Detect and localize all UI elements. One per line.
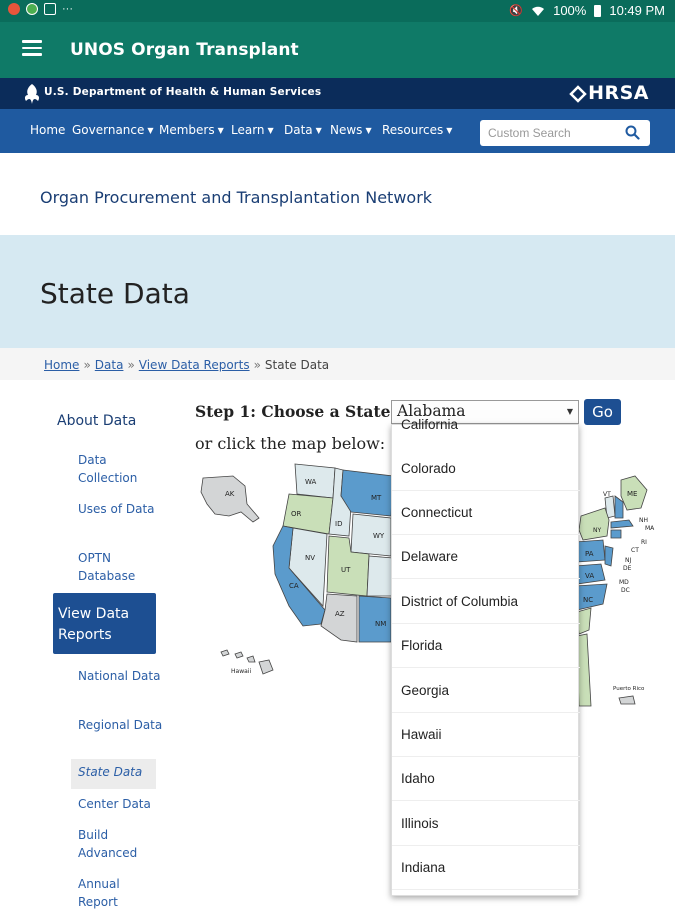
breadcrumb-view-data-reports[interactable]: View Data Reports: [138, 358, 250, 372]
breadcrumb-home[interactable]: Home: [44, 358, 80, 372]
nav-news-label: News: [330, 123, 363, 137]
sidebar-item-annual-report[interactable]: Annual Report: [78, 877, 120, 909]
dropdown-item-california[interactable]: California: [401, 417, 459, 432]
map-label-id: ID: [335, 520, 343, 528]
hrsa-mark-icon: [570, 86, 586, 102]
map-state-mt[interactable]: [341, 470, 393, 516]
state-dropdown-list: [391, 417, 579, 896]
wifi-icon: [531, 5, 545, 17]
sidebar-item-build-advanced[interactable]: Build Advanced: [78, 828, 138, 860]
app-bar: [0, 22, 675, 78]
breadcrumb-separator: »: [253, 358, 261, 372]
map-label-nh: NH: [639, 517, 648, 524]
more-notifications-indicator: ···: [62, 3, 73, 15]
map-label-md: MD: [619, 579, 629, 586]
clock: 10:49 PM: [609, 3, 665, 18]
map-state-az[interactable]: [321, 594, 357, 642]
chevron-down-icon: ▼: [315, 126, 322, 135]
map-label-wy: WY: [373, 532, 385, 540]
chevron-down-icon: ▼: [566, 407, 573, 416]
status-bar-notifications: [8, 3, 73, 15]
map-label-ak: AK: [225, 490, 235, 498]
hrsa-logo-text: HRSA: [588, 82, 649, 104]
sidebar-item-regional-data[interactable]: Regional Data: [78, 718, 163, 732]
sidebar-item-national-data[interactable]: National Data: [78, 669, 161, 683]
hrsa-logo[interactable]: [570, 82, 649, 104]
nav-home-label: Home: [30, 123, 66, 137]
map-label-nc: NC: [583, 596, 594, 604]
page-title: State Data: [40, 277, 190, 310]
battery-icon: [594, 5, 601, 17]
chevron-down-icon: ▼: [267, 126, 274, 135]
nav-members-label: Members: [159, 123, 215, 137]
breadcrumb-data[interactable]: Data: [94, 358, 124, 372]
dropdown-item-illinois[interactable]: Illinois: [392, 802, 580, 846]
nav-learn[interactable]: [231, 123, 274, 137]
breadcrumb-separator: »: [127, 358, 135, 372]
status-bar-system: [509, 3, 665, 18]
dropdown-item-hawaii[interactable]: Hawaii: [392, 713, 580, 757]
mute-icon: 🔇: [509, 5, 524, 17]
map-state-co[interactable]: [367, 556, 393, 596]
search-icon[interactable]: [625, 125, 640, 140]
map-label-nv: NV: [305, 554, 316, 562]
dropdown-item-georgia[interactable]: Georgia: [392, 669, 580, 713]
nav-home[interactable]: [30, 123, 65, 137]
map-state-ny[interactable]: [579, 508, 609, 540]
map-label-nm: NM: [375, 620, 387, 628]
nav-news[interactable]: [330, 123, 372, 137]
map-label-mt: MT: [371, 494, 382, 502]
dropdown-item-delaware[interactable]: Delaware: [392, 535, 580, 579]
map-label-dc: DC: [621, 587, 630, 594]
map-label-hawaii: Hawaii: [231, 668, 252, 675]
dropdown-item-indiana[interactable]: Indiana: [392, 846, 580, 890]
nav-data-label: Data: [284, 123, 313, 137]
sidebar-item-uses-of-data[interactable]: Uses of Data: [78, 502, 155, 516]
dropdown-item-idaho[interactable]: Idaho: [392, 757, 580, 801]
nav-members[interactable]: [159, 123, 224, 137]
map-state-nh[interactable]: [615, 496, 623, 518]
map-label-wa: WA: [305, 478, 317, 486]
sidebar-item-center-data[interactable]: Center Data: [78, 797, 151, 811]
map-state-ak[interactable]: [201, 476, 259, 522]
hamburger-menu-icon[interactable]: [22, 40, 42, 56]
chevron-down-icon: ▼: [217, 126, 224, 135]
map-state-ma[interactable]: [611, 520, 633, 528]
search-box: [480, 120, 650, 146]
app-title: UNOS Organ Transplant: [70, 40, 299, 60]
hhs-department-link[interactable]: U.S. Department of Health & Human Services: [44, 86, 322, 98]
nav-learn-label: Learn: [231, 123, 265, 137]
dropdown-item-connecticut[interactable]: Connecticut: [392, 491, 580, 535]
map-label-puerto-rico: Puerto Rico: [613, 686, 645, 692]
battery-level: 100%: [553, 3, 587, 18]
map-state-nj[interactable]: [605, 546, 613, 566]
map-label-ut: UT: [341, 566, 351, 574]
breadcrumb-separator: »: [83, 358, 91, 372]
dropdown-item-florida[interactable]: Florida: [392, 624, 580, 668]
nav-resources-label: Resources: [382, 123, 444, 137]
sidebar-item-data-collection[interactable]: Data Collection: [78, 453, 138, 485]
dropdown-item-district-of-columbia[interactable]: District of Columbia: [392, 580, 580, 624]
map-label-ri: RI: [641, 539, 647, 546]
map-label-nj: NJ: [625, 557, 632, 564]
map-label-ny: NY: [593, 527, 602, 534]
map-state-nm[interactable]: [359, 596, 391, 642]
map-label-vt: VT: [603, 491, 611, 498]
map-state-wy[interactable]: [351, 514, 391, 556]
sidebar-heading[interactable]: About Data: [57, 413, 137, 429]
nav-data[interactable]: [284, 123, 322, 137]
map-state-pr[interactable]: [619, 696, 635, 704]
hhs-banner: [0, 78, 675, 109]
hhs-eagle-icon: [22, 83, 42, 105]
sidebar-item-view-data-reports[interactable]: View Data Reports: [53, 593, 156, 654]
map-label-az: AZ: [335, 610, 345, 618]
chevron-down-icon: ▼: [446, 126, 453, 135]
sidebar-item-state-data[interactable]: State Data: [71, 759, 156, 789]
image-notification-icon: [44, 3, 56, 15]
chevron-down-icon: ▼: [147, 126, 154, 135]
dropdown-item-colorado[interactable]: Colorado: [392, 447, 580, 491]
map-label-ma: MA: [645, 525, 655, 532]
map-label-me: ME: [627, 490, 638, 498]
nav-governance[interactable]: [72, 123, 154, 137]
main-nav: [0, 109, 675, 153]
map-label-pa: PA: [585, 550, 594, 558]
app-notification-icon: [8, 3, 20, 15]
map-label-ca: CA: [289, 582, 299, 590]
breadcrumb: [0, 348, 675, 380]
map-label-va: VA: [585, 572, 595, 580]
nav-governance-label: Governance: [72, 123, 145, 137]
state-select-value: Alabama: [397, 402, 466, 420]
map-prompt: or click the map below:: [195, 434, 386, 453]
map-label-de: DE: [623, 565, 632, 572]
chevron-down-icon: ▼: [365, 126, 372, 135]
sidebar-item-optn-database[interactable]: OPTN Database: [78, 551, 136, 583]
step-1-label: Step 1: Choose a State: [195, 402, 391, 421]
breadcrumb-current: State Data: [264, 358, 330, 372]
map-label-ct: CT: [631, 547, 639, 554]
search-input[interactable]: [488, 124, 618, 142]
site-title[interactable]: Organ Procurement and Transplantation Network: [40, 188, 433, 207]
chat-notification-icon: [26, 3, 38, 15]
page-hero: [0, 235, 675, 348]
map-state-ct[interactable]: [611, 530, 621, 538]
nav-resources[interactable]: [382, 123, 452, 137]
go-button[interactable]: Go: [584, 399, 621, 425]
status-bar: [0, 0, 675, 22]
map-label-or: OR: [291, 510, 302, 518]
